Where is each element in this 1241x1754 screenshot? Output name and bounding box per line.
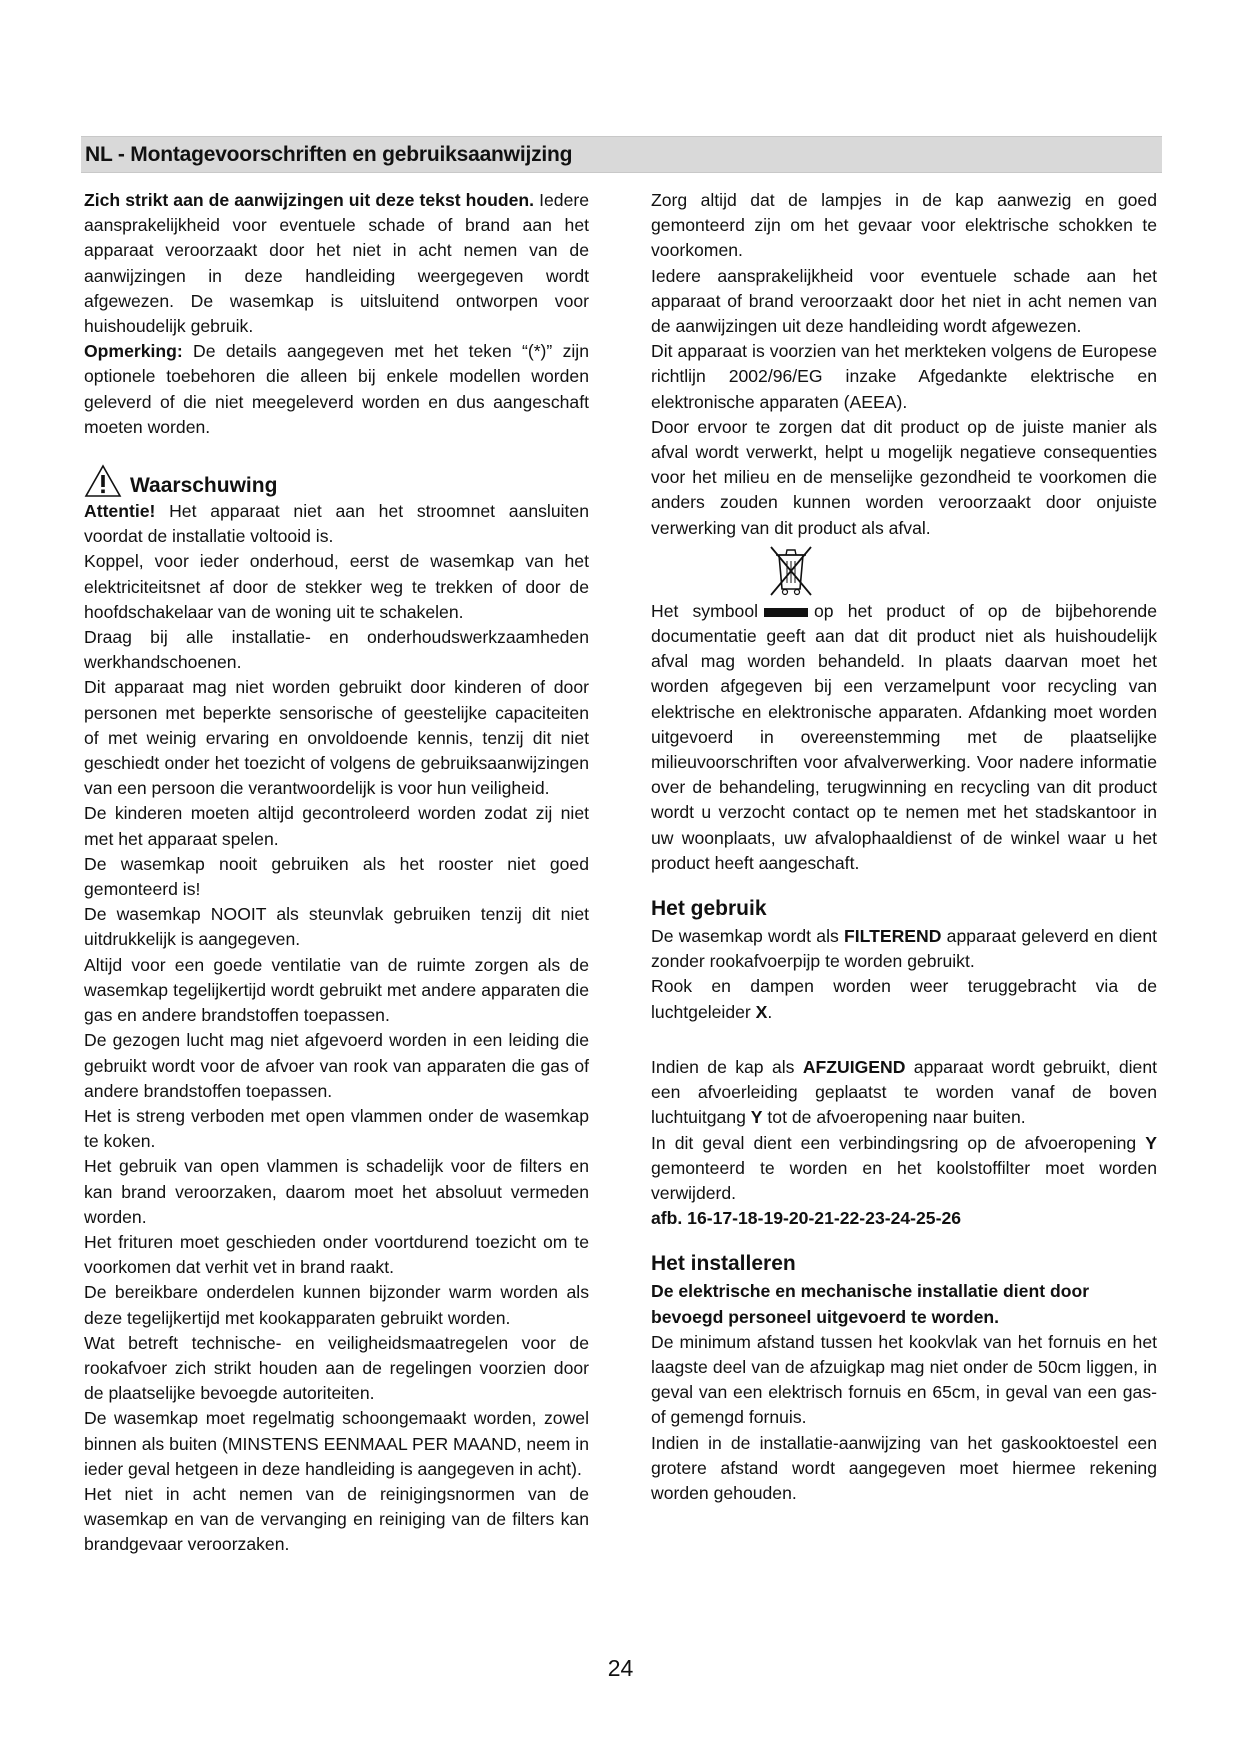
right-column	[651, 188, 1157, 1506]
usage-text: apparaat wordt gebruikt, dient een afvoerleiding geplaatst te worden vanaf de boven luchtuitgang	[651, 1056, 1157, 1128]
weee-bar-icon	[764, 608, 808, 617]
page-title: NL - Montagevoorschriften en gebruiksaanwijzing	[85, 143, 573, 166]
attention-text: Het apparaat niet aan het stroomnet aansluiten voordat de installatie voltooid is.	[84, 501, 589, 547]
usage-text: .	[767, 1001, 773, 1022]
page-number: 24	[607, 1655, 634, 1681]
info-paragraph: Iedere aansprakelijkheid voor eventuele schade aan het apparaat of brand veroorzaakt door het niet in acht nemen van de aanwijzingen uit deze handleiding wordt afgewezen.	[651, 265, 1157, 337]
safety-paragraph: De bereikbare onderdelen kunnen bijzonder warm worden als deze tegelijkertijd met kookapparaten gebruikt worden.	[84, 1282, 589, 1328]
usage-paragraph	[651, 1055, 1157, 1131]
weee-symbol-area	[651, 541, 1157, 599]
safety-paragraph: Wat betreft technische- en veiligheidsmaatregelen voor de rookafvoer zich strikt houden aan de regelingen voorzien door de plaatselijke bevoegde autoriteiten.	[84, 1332, 589, 1404]
usage-bold: FILTEREND	[844, 926, 942, 947]
usage-paragraph	[651, 1131, 1157, 1207]
safety-paragraph: Het niet in acht nemen van de reinigingsnormen van de wasemkap en van de vervanging en reiniging van de filters kan brandgevaar veroorzaken.	[84, 1483, 589, 1555]
attention-paragraph	[84, 499, 589, 549]
safety-paragraph: De wasemkap nooit gebruiken als het rooster niet goed gemonteerd is!	[84, 853, 589, 900]
safety-paragraph: Het gebruik van open vlammen is schadelijk voor de filters en kan brand veroorzaken, daarom moet het absoluut vermeden worden.	[84, 1156, 589, 1227]
safety-paragraph: De gezogen lucht mag niet afgevoerd worden in een leiding die gebruikt wordt voor de afvoer van rook van apparaten die gas of andere brandstoffen toepassen.	[84, 1030, 589, 1101]
usage-paragraph	[651, 924, 1157, 974]
install-paragraph: Indien in de installatie-aanwijzing van het gaskooktoestel een grotere afstand wordt aangegeven moet hiermee rekening worden gehouden.	[651, 1432, 1157, 1503]
safety-paragraph: Dit apparaat mag niet worden gebruikt door kinderen of door personen met beperkte sensorische of geestelijke capaciteiten of met weinig ervaring en onvoldoende kennis, tenzij dit niet geschiedt onder het toezicht of volgens de gebruiksaanwijzingen van een persoon die verantwoordelijk is voor hun veiligheid.	[84, 677, 589, 799]
intro-bold: Zich strikt aan de aanwijzingen uit deze tekst houden.	[84, 190, 535, 210]
safety-paragraph: De kinderen moeten altijd gecontroleerd worden zodat zij niet met het apparaat spelen.	[84, 803, 589, 849]
figure-reference: afb. 16-17-18-19-20-21-22-23-24-25-26	[651, 1208, 962, 1229]
header-bar	[81, 136, 1162, 173]
symbol-paragraph	[651, 599, 1157, 876]
usage-heading: Het gebruik	[651, 897, 767, 921]
warning-title: Waarschuwing	[130, 474, 278, 498]
intro-text: Iedere aansprakelijkheid voor eventuele schade of brand aan het apparaat veroorzaakt door het niet in acht nemen van de aanwijzingen in deze handleiding weergegeven wordt afgewezen. De wasemkap is uitsluitend ontworpen voor huishoudelijk gebruik.	[84, 190, 590, 337]
usage-bold: Y	[1145, 1132, 1157, 1153]
warning-heading	[84, 464, 589, 498]
usage-paragraph	[651, 974, 1157, 1024]
safety-paragraph: De wasemkap NOOIT als steunvlak gebruiken tenzij dit niet uitdrukkelijk is aangegeven.	[84, 904, 589, 950]
usage-text: Rook en dampen worden weer teruggebracht via de luchtgeleider	[651, 976, 1157, 1022]
safety-paragraph: Draag bij alle installatie- en onderhoudswerkzaamheden werkhandschoenen.	[84, 627, 589, 673]
install-bold-paragraph: De elektrische en mechanische installatie dient door bevoegd personeel uitgevoerd te worden.	[651, 1281, 1090, 1327]
usage-bold: AFZUIGEND	[802, 1056, 906, 1077]
install-paragraph: De minimum afstand tussen het kookvlak van het fornuis en het laagste deel van de afzuigkap mag niet onder de 50cm liggen, in geval van een elektrisch fornuis en 65cm, in geval van een gas- of gemengd fornuis.	[651, 1331, 1157, 1428]
intro-paragraph	[84, 188, 589, 339]
crossed-bin-icon	[765, 543, 817, 597]
warning-triangle-icon	[84, 464, 122, 498]
safety-paragraph: Het frituren moet geschieden onder voortdurend toezicht om te voorkomen dat verhit vet in brand raakt.	[84, 1231, 589, 1278]
safety-paragraph: De wasemkap moet regelmatig schoongemaakt worden, zowel binnen als buiten (MINSTENS EENMAAL PER MAAND, neem in ieder geval hetgeen in deze handleiding is aangegeven in acht).	[84, 1408, 589, 1479]
usage-bold: X	[755, 1001, 768, 1022]
safety-paragraph: Altijd voor een goede ventilatie van de ruimte zorgen als de wasemkap tegelijkertijd wordt gebruikt met andere apparaten die gas en andere brandstoffen toepassen.	[84, 954, 589, 1026]
usage-text: tot de afvoeropening naar buiten.	[762, 1107, 1026, 1128]
usage-text: In dit geval dient een verbindingsring op de afvoeropening	[651, 1132, 1146, 1153]
usage-text: De wasemkap wordt als	[651, 926, 845, 947]
info-paragraph: Dit apparaat is voorzien van het merkteken volgens de Europese richtlijn 2002/96/EG inzake Afgedankte elektrische en elektronische apparaten (AEEA).	[651, 341, 1157, 412]
usage-bold: Y	[750, 1107, 763, 1128]
install-heading: Het installeren	[651, 1252, 796, 1276]
note-label: Opmerking:	[84, 341, 183, 362]
safety-paragraph: Koppel, voor ieder onderhoud, eerst de wasemkap van het elektriciteitsnet af door de stekker weg te trekken of door de hoofdschakelaar van de woning uit te schakelen.	[84, 551, 589, 622]
usage-text: Indien de kap als	[651, 1056, 803, 1077]
usage-text: apparaat geleverd en dient zonder rookafvoerpijp te worden gebruikt.	[651, 926, 1158, 972]
left-column	[84, 188, 589, 1558]
attention-label: Attentie!	[84, 501, 156, 522]
usage-text: gemonteerd te worden en het koolstoffilter moet worden verwijderd.	[651, 1157, 1157, 1203]
symbol-prefix: Het symbool	[651, 600, 759, 621]
symbol-text: op het product of op de bijbehorende documentatie geeft aan dat dit product niet als huishoudelijk afval mag worden behandeld. In plaats daarvan moet het worden afgegeven bij een verzamelpunt voor recycling van elektrische en elektronische apparaten. Afdanking moet worden uitgevoerd in overeenstemming met de plaatselijke milieuvoorschriften voor afvalverwerking. Voor nadere informatie over de behandeling, terugwinning en recycling van dit product wordt u verzocht contact op te nemen met het stadskantoor in uw woonplaats, uw afvalophaaldienst of de winkel waar u het product heeft aangeschaft.	[651, 600, 1157, 873]
note-paragraph	[84, 339, 589, 440]
note-text: De details aangegeven met het teken “(*)” zijn optionele toebehoren die alleen bij enkele modellen worden geleverd of die niet meegeleverd worden en dus aangeschaft moeten worden.	[84, 341, 589, 437]
spacer	[651, 1025, 1157, 1055]
safety-paragraph: Het is streng verboden met open vlammen onder de wasemkap te koken.	[84, 1105, 589, 1152]
info-paragraph: Zorg altijd dat de lampjes in de kap aanwezig en goed gemonteerd zijn om het gevaar voor elektrische schokken te voorkomen.	[651, 190, 1157, 261]
info-paragraph: Door ervoor te zorgen dat dit product op de juiste manier als afval wordt verwerkt, helpt u mogelijk negatieve consequenties voor het milieu en de menselijke gezondheid te voorkomen die anders zouden kunnen worden veroorzaakt door onjuiste verwerking van dit product als afval.	[651, 416, 1157, 538]
